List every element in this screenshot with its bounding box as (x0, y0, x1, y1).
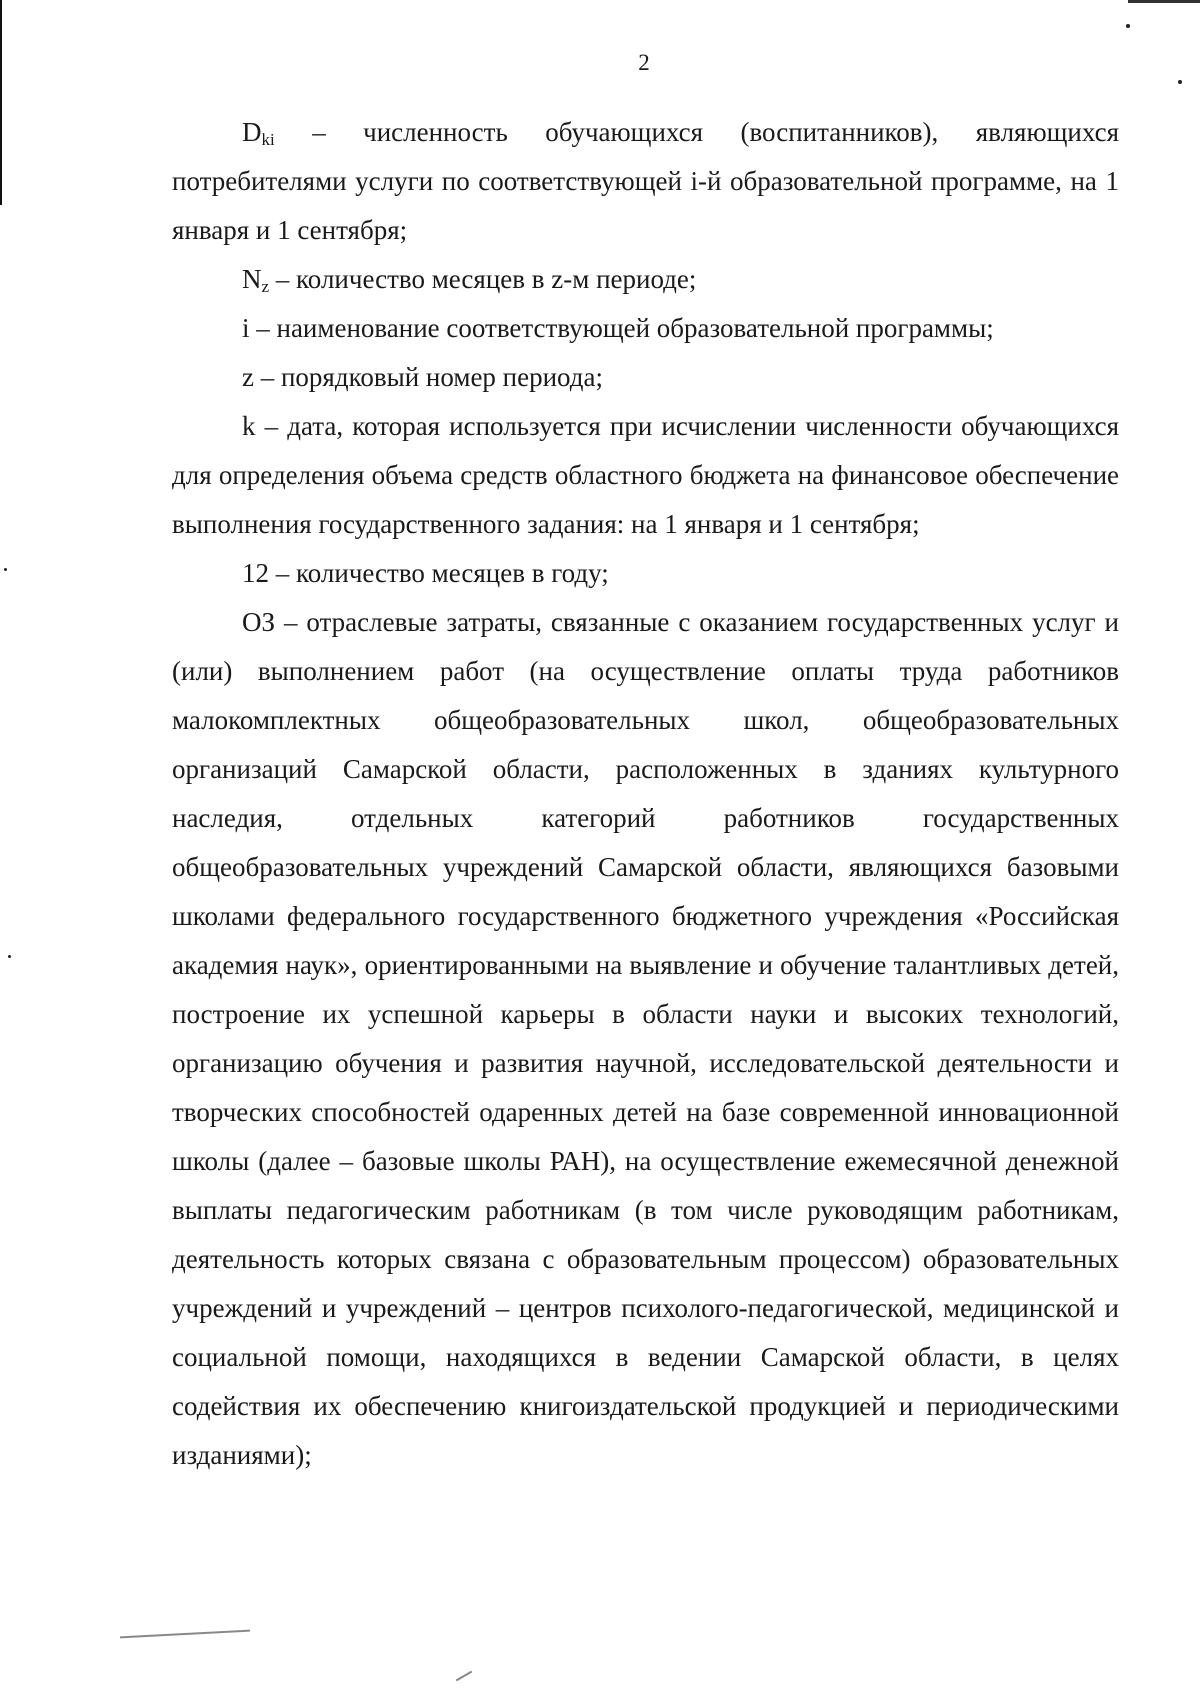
definition-paragraph: i – наименование соответствующей образовательной программы; (242, 313, 994, 343)
scan-smudge (456, 1671, 473, 1682)
definition-text: – количество месяцев в z-м периоде; (269, 264, 697, 294)
scan-speck (1126, 24, 1130, 28)
scan-edge-mark (1128, 0, 1200, 3)
symbol-subscript: ki (261, 130, 275, 149)
scan-speck (1178, 80, 1182, 84)
definition-paragraph: k – дата, которая используется при исчислении численности обучающихся для определения объема средств областного бюджета на финансовое обеспечение выполнения государственного задания: на 1 января и 1 сентября; (172, 411, 1119, 539)
definition-paragraph (172, 108, 1119, 255)
definition-text: – численность обучающихся (воспитанников), являющихся потребителями услуги по соответствующей i-й образовательной программе, на 1 января и 1 сентября; (172, 117, 1119, 245)
scan-edge-mark (0, 0, 2, 205)
scan-speck (4, 568, 7, 571)
definition-paragraph (172, 255, 1119, 304)
definition-paragraph: 12 – количество месяцев в году; (242, 558, 609, 588)
scan-speck (8, 955, 11, 958)
symbol: N (242, 264, 262, 294)
symbol-subscript: z (261, 277, 270, 296)
page-number: 2 (638, 50, 650, 75)
scan-smudge (120, 1630, 250, 1639)
symbol: D (242, 117, 262, 147)
definition-paragraph: ОЗ – отраслевые затраты, связанные с оказанием государственных услуг и (или) выполнением работ (на осуществление оплаты труда работников малокомплектных общеобразовательных школ, общеобразовательных организаций Самарской области, расположенных в зданиях культурного наследия, отдельных категорий работников государственных общеобразовательных учреждений Самарской области, являющихся базовыми школами федерального государственного бюджетного учреждения «Российская академия наук», ориентированными на выявление и обучение талантливых детей, построение их успешной карьеры в области науки и высоких технологий, организацию обучения и развития научной, исследовательской деятельности и творческих способностей одаренных детей на базе современной инновационной школы (далее – базовые школы РАН), на осуществление ежемесячной денежной выплаты педагогическим работникам (в том числе руководящим работникам, деятельность которых связана с образовательным процессом) образовательных учреждений и учреждений – центров психолого-педагогической, медицинской и социальной помощи, находящихся в ведении Самарской области, в целях содействия их обеспечению книгоиздательской продукцией и периодическими изданиями); (172, 607, 1119, 1470)
document-body (172, 108, 1119, 1480)
definition-paragraph: z – порядковый номер периода; (242, 362, 604, 392)
